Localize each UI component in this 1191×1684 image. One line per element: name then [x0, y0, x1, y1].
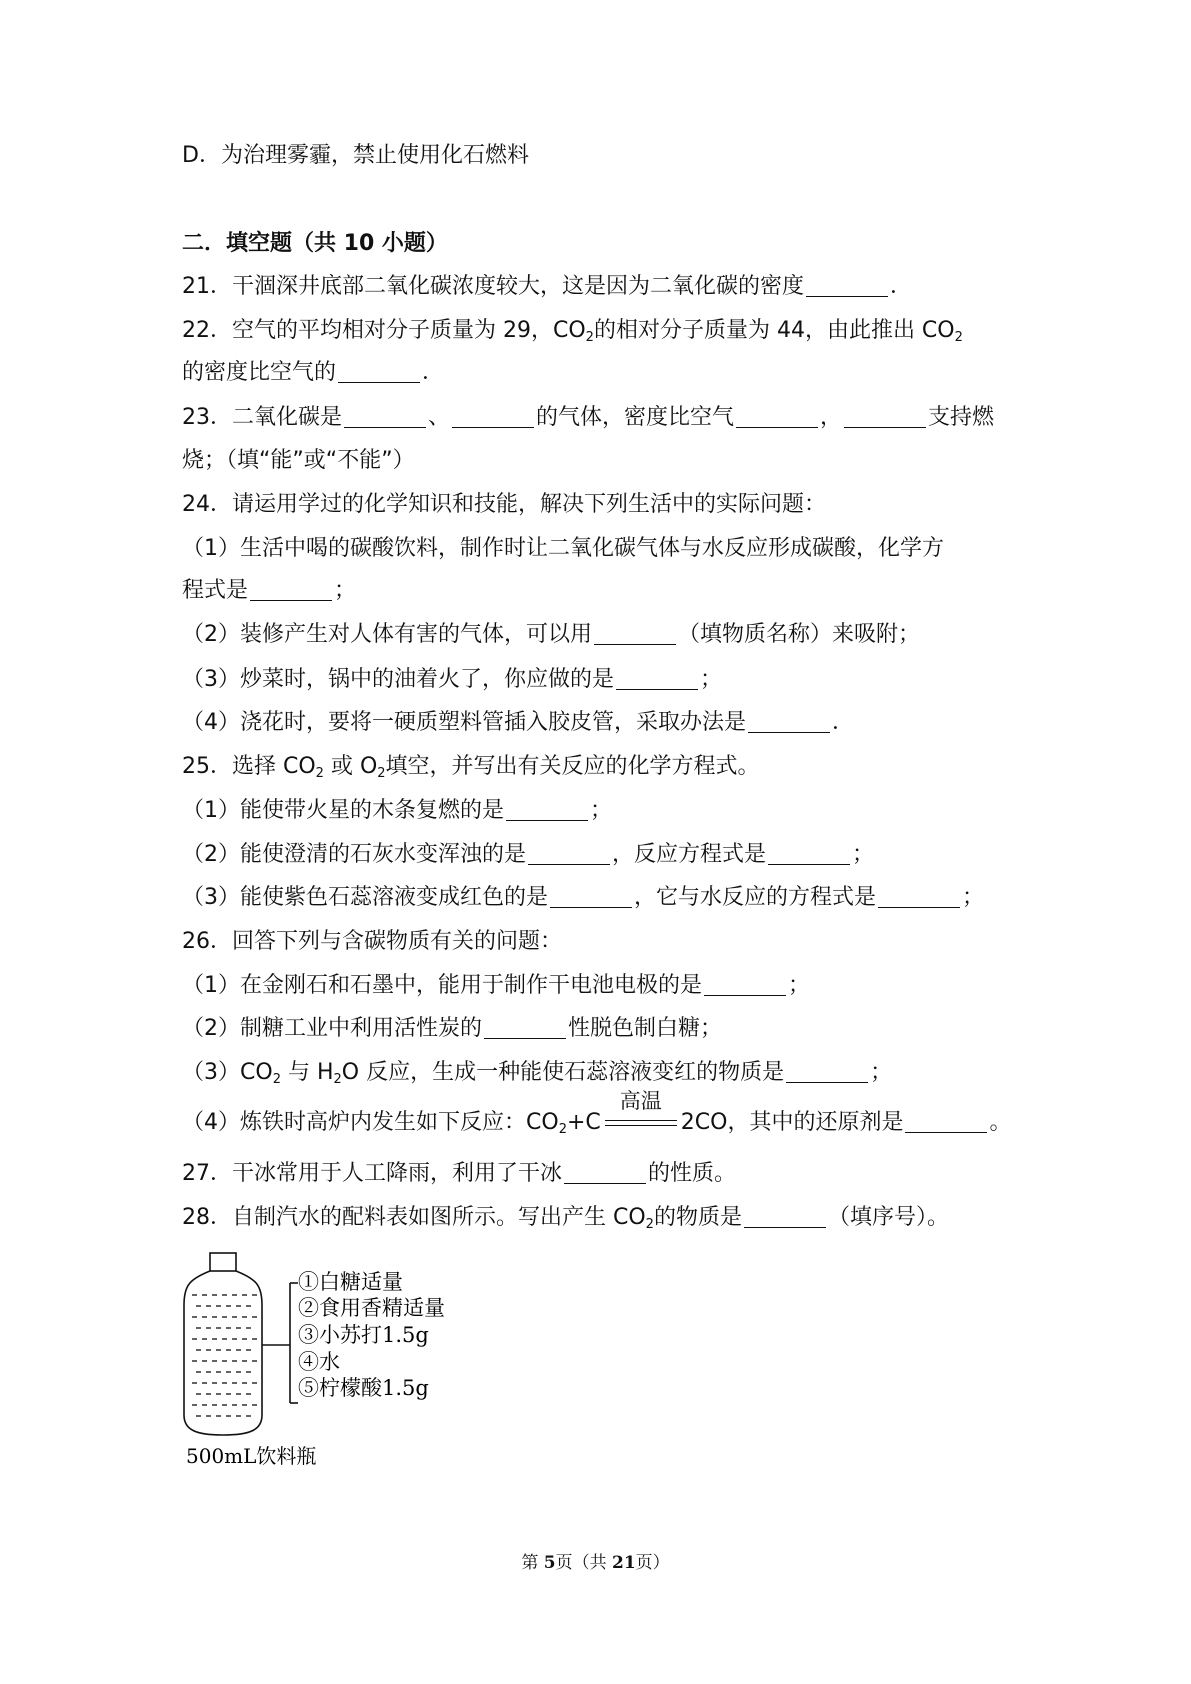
answer-blank[interactable] — [786, 1060, 868, 1083]
answer-blank[interactable] — [506, 798, 588, 821]
question-24-part2: （2）装修产生对人体有害的气体，可以用 （填物质名称）来吸附； — [182, 622, 921, 647]
question-24-part4: （4）浇花时，要将一硬质塑料管插入胶皮管，采取办法是 ． — [182, 710, 855, 735]
bracket-lines — [262, 1283, 298, 1403]
question-24-part1-line2: 程式是 ； — [182, 578, 357, 603]
section-title: 二．填空题（共 10 小题） — [182, 231, 448, 256]
bottle-icon — [184, 1253, 262, 1435]
option-d: D．为治理雾霾，禁止使用化石燃料 — [182, 143, 529, 168]
question-21: 21．干涸深井底部二氧化碳浓度较大，这是因为二氧化碳的密度 ． — [182, 274, 913, 299]
answer-blank[interactable] — [344, 405, 426, 428]
figure-caption: 500mL饮料瓶 — [186, 1444, 317, 1468]
answer-blank[interactable] — [806, 274, 888, 297]
answer-blank[interactable] — [768, 842, 850, 865]
page-footer: 第 5页（共 21页） — [521, 1553, 670, 1573]
answer-blank[interactable] — [550, 885, 632, 908]
question-22: 22．空气的平均相对分子质量为 29，$CO_2$的相对分子质量为 44，由此推出 $CO_2$ — [182, 318, 963, 345]
question-26-part4: （4）炼铁时高炉内发生如下反应：$CO_2+C$ 高温 2CO，其中的还原剂是 。 — [182, 1089, 1012, 1137]
question-28: 28．自制汽水的配料表如图所示。写出产生 $CO_2$的物质是 （填序号）。 — [182, 1205, 949, 1232]
answer-blank[interactable] — [905, 1110, 987, 1133]
answer-blank[interactable] — [528, 842, 610, 865]
question-26-part1: （1）在金刚石和石墨中，能用于制作干电池电极的是 ； — [182, 973, 811, 998]
answer-blank[interactable] — [564, 1161, 646, 1184]
answer-blank[interactable] — [878, 885, 960, 908]
answer-blank[interactable] — [338, 360, 420, 383]
answer-blank[interactable] — [452, 405, 534, 428]
question-25-part2: （2）能使澄清的石灰水变浑浊的是 ，反应方程式是 ； — [182, 842, 875, 867]
question-24-part3: （3）炒菜时，锅中的油着火了，你应做的是 ； — [182, 667, 723, 692]
answer-blank[interactable] — [594, 622, 676, 645]
ingredient-2: ②食用香精适量 — [298, 1296, 445, 1320]
ingredient-figure — [170, 1245, 470, 1545]
answer-blank[interactable] — [744, 1205, 826, 1228]
question-25-stem: 25．选择 $CO_2$ 或 $O_2$填空，并写出有关反应的化学方程式。 — [182, 754, 760, 781]
question-26-part2: （2）制糖工业中利用活性炭的 性脱色制白糖； — [182, 1016, 723, 1041]
question-23-line2: 烧；（填“能”或“不能”） — [182, 448, 415, 473]
question-23: 23．二氧化碳是 、 的气体，密度比空气 ， 支持燃 — [182, 405, 995, 430]
ingredient-4: ④水 — [298, 1350, 340, 1374]
reaction-condition: 高温 — [601, 1108, 681, 1138]
question-27: 27．干冰常用于人工降雨，利用了干冰 的性质。 — [182, 1161, 737, 1186]
question-24-stem: 24．请运用学过的化学知识和技能，解决下列生活中的实际问题： — [182, 492, 826, 517]
answer-blank[interactable] — [748, 710, 830, 733]
question-26-part3: $(3)CO_2$ 与 $H_2O$ 反应，生成一种能使石蕊溶液变红的物质是 ； — [182, 1060, 893, 1087]
answer-blank[interactable] — [736, 405, 818, 428]
answer-blank[interactable] — [704, 973, 786, 996]
ingredient-1: ①白糖适量 — [298, 1270, 403, 1294]
question-26-stem: 26．回答下列与含碳物质有关的问题： — [182, 929, 562, 954]
question-25-part3: （3）能使紫色石蕊溶液变成红色的是 ，它与水反应的方程式是 ； — [182, 885, 985, 910]
question-25-part1: （1）能使带火星的木条复燃的是 ； — [182, 798, 613, 823]
question-22-line2: 的密度比空气的 ． — [182, 360, 445, 385]
ingredient-3: ③小苏打1.5g — [298, 1323, 429, 1347]
answer-blank[interactable] — [844, 405, 926, 428]
ingredient-5: ⑤柠檬酸1.5g — [298, 1376, 429, 1400]
question-24-part1: （1）生活中喝的碳酸饮料，制作时让二氧化碳气体与水反应形成碳酸，化学方 — [182, 536, 944, 561]
answer-blank[interactable] — [250, 578, 332, 601]
answer-blank[interactable] — [484, 1016, 566, 1039]
answer-blank[interactable] — [616, 667, 698, 690]
